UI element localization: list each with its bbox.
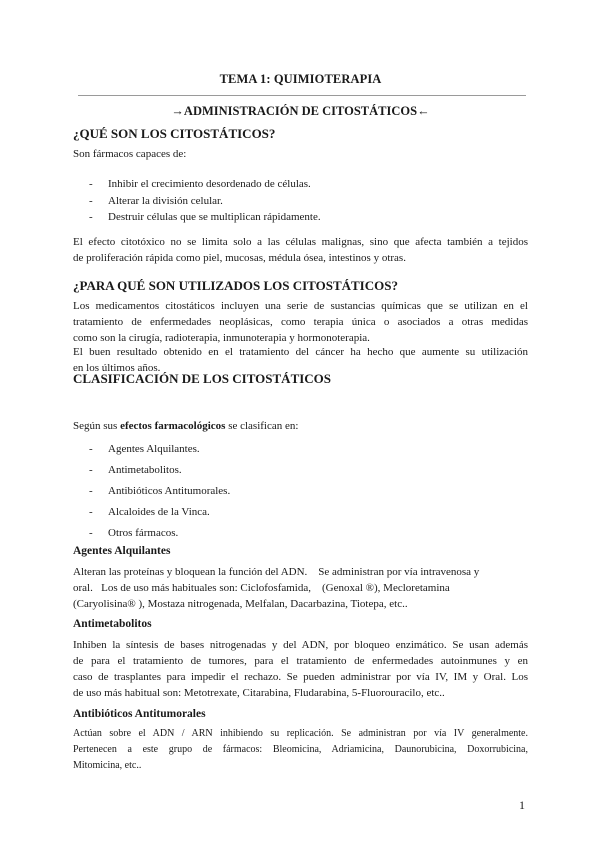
document-subtitle: →ADMINISTRACIÓN DE CITOSTÁTICOS← — [171, 104, 430, 118]
paragraph-line: en los últimos años. — [73, 362, 161, 374]
paragraph-line: El efecto citotóxico no se limita solo a las células malignas, sino que afecta también a tejidos — [73, 236, 528, 248]
paragraph-line: Inhiben la síntesis de bases nitrogenadas y del ADN, por bloqueo enzimático. Se usan además — [73, 639, 528, 651]
paragraph-line: caso de trasplantes para impedir el rechazo. Se pueden administrar por vía IV, IM y Oral. Los — [73, 671, 528, 683]
section-heading-para-que: ¿PARA QUÉ SON UTILIZADOS LOS CITOSTÁTICOS? — [73, 278, 398, 293]
paragraph-line: como son la cirugía, radioterapia, inmunoterapia y hormonoterapia. — [73, 332, 370, 344]
section1-paragraph — [73, 234, 528, 266]
section3-intro — [73, 418, 528, 434]
paragraph-line: tratamiento de enfermedades neoplásicas, como terapia única o asociados a otras medidas — [73, 316, 528, 328]
intro-bold-text: efectos farmacológicos — [120, 420, 226, 432]
paragraph-line: Pertenecen a este grupo de fármacos: Bleomicina, Adriamicina, Daunorubicina, Doxorrubicina, — [73, 744, 528, 755]
list-item: - Otros fármacos. — [89, 523, 230, 544]
subheading-alquilantes: Agentes Alquilantes — [73, 545, 171, 557]
paragraph-line: de para el tratamiento de tumores, para el tratamiento de enfermedades autoinmunes y en — [73, 655, 528, 667]
list-item: - Alterar la división celular. — [89, 193, 321, 210]
antibioticos-paragraph — [73, 726, 528, 774]
section1-intro: Son fármacos capaces de: — [73, 148, 187, 160]
section1-list — [89, 176, 321, 226]
paragraph-line: Mitomicina, etc.. — [73, 760, 142, 771]
paragraph-line: oral. Los de uso más habituales son: Ciclofosfamida, (Genoxal ®), Mecloretamina — [73, 582, 450, 594]
section3-list — [89, 439, 230, 544]
page-number: 1 — [519, 798, 525, 812]
subheading-antibioticos: Antibióticos Antitumorales — [73, 708, 206, 720]
antimetabolitos-paragraph — [73, 637, 528, 701]
paragraph-line: El buen resultado obtenido en el tratamiento del cáncer ha hecho que aumente su utilización — [73, 346, 528, 358]
list-item: - Inhibir el crecimiento desordenado de células. — [89, 176, 321, 193]
alquilantes-paragraph — [73, 564, 528, 612]
list-item: - Antimetabolitos. — [89, 460, 230, 481]
list-item: - Alcaloides de la Vinca. — [89, 502, 230, 523]
paragraph-line: de uso más habitual son: Metotrexate, Citarabina, Fludarabina, 5-Fluorouracilo, etc.. — [73, 687, 445, 699]
intro-text: Según sus — [73, 420, 121, 432]
title-divider — [78, 95, 526, 96]
section2-paragraph-1 — [73, 298, 528, 346]
paragraph-line: Actúan sobre el ADN / ARN inhibiendo su replicación. Se administran por vía IV generalmente. — [73, 728, 528, 739]
document-title: TEMA 1: QUIMIOTERAPIA — [219, 72, 382, 86]
paragraph-line: (Caryolisina® ), Mostaza nitrogenada, Melfalan, Dacarbazina, Tiotepa, etc.. — [73, 598, 408, 610]
section-heading-clasificacion: CLASIFICACIÓN DE LOS CITOSTÁTICOS — [73, 371, 332, 386]
paragraph-line: de proliferación rápida como piel, mucosas, médula ósea, intestinos y otras. — [73, 252, 406, 264]
list-item: - Agentes Alquilantes. — [89, 439, 230, 460]
paragraph-line: Los medicamentos citostáticos incluyen una serie de sustancias químicas que se utilizan en el — [73, 300, 528, 312]
list-item: - Destruir células que se multiplican rápidamente. — [89, 209, 321, 226]
paragraph-line: Alteran las proteínas y bloquean la función del ADN. Se administran por vía intravenosa y — [73, 566, 480, 578]
subheading-antimetabolitos: Antimetabolitos — [73, 618, 152, 630]
section-heading-que-son: ¿QUÉ SON LOS CITOSTÁTICOS? — [73, 126, 276, 141]
list-item: - Antibióticos Antitumorales. — [89, 481, 230, 502]
intro-text: se clasifican en: — [225, 420, 299, 432]
